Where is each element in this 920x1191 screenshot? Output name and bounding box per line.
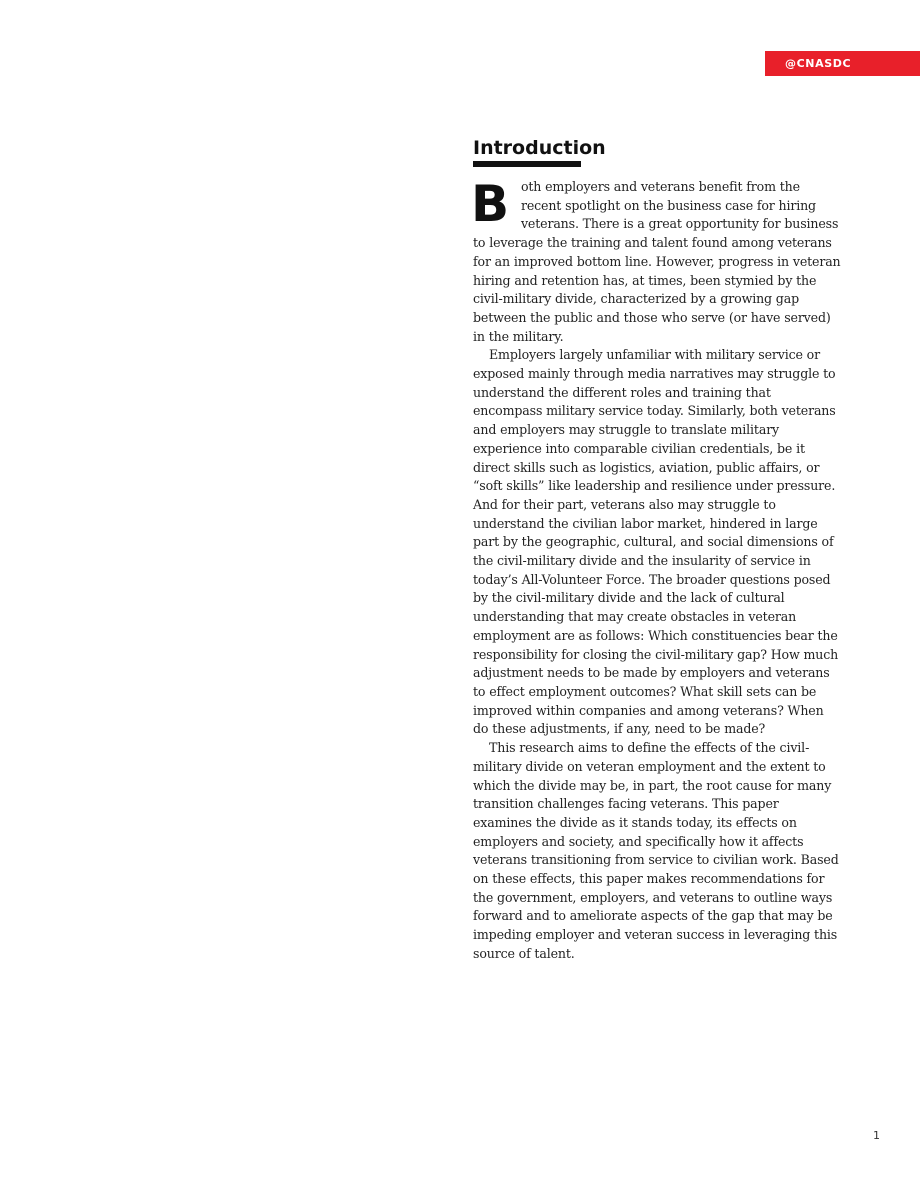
paragraph-1	[471, 175, 841, 346]
drop-cap: B	[471, 175, 509, 233]
social-handle-tag: @CNASDC	[765, 51, 920, 76]
title-underline	[473, 161, 581, 167]
paragraph-3: This research aims to define the effects of the civil-military divide on veteran employment and the extent to which the divide may be, in part, the root cause for many transition challenges facing veterans. This paper examines the divide as it stands today, its effects on employers and society, and specifically how it affects veterans transitioning from service to civilian work. Based on these effects, this paper makes recommendations for the government, employers, and veterans to outline ways forward and to ameliorate aspects of the gap that may be impeding employer and veteran success in leveraging this source of talent.	[473, 740, 839, 961]
article-body	[471, 175, 841, 964]
paragraph-2: Employers largely unfamiliar with military service or exposed mainly through media narratives may struggle to understand the different roles and training that encompass military service today. Similarly, both veterans and employers may struggle to translate military experience into comparable civilian credentials, be it direct skills such as logistics, aviation, public affairs, or “soft skills” like leadership and resilience under pressure. And for their part, veterans also may struggle to understand the civilian labor market, hindered in large part by the geographic, cultural, and social dimensions of the civil-military divide and the insularity of service in today’s All-Volunteer Force. The broader questions posed by the civil-military divide and the lack of cultural understanding that may create obstacles in veteran employment are as follows: Which constituencies bear the responsibility for closing the civil-military gap? How much adjustment needs to be made by employers and veterans to effect employment outcomes? What skill sets can be improved within companies and among veterans? When do these adjustments, if any, need to be made?	[473, 347, 839, 737]
section-title: Introduction	[473, 137, 606, 159]
page-number: 1	[873, 1129, 880, 1142]
paragraph-1-text: oth employers and veterans benefit from the recent spotlight on the business case for hiring veterans. There is a great opportunity for business to leverage the training and talent found among veterans for an improved bottom line. However, progress in veteran hiring and retention has, at times, been stymied by the civil-military divide, characterized by a growing gap between the public and those who serve (or have served) in the military.	[473, 179, 841, 344]
